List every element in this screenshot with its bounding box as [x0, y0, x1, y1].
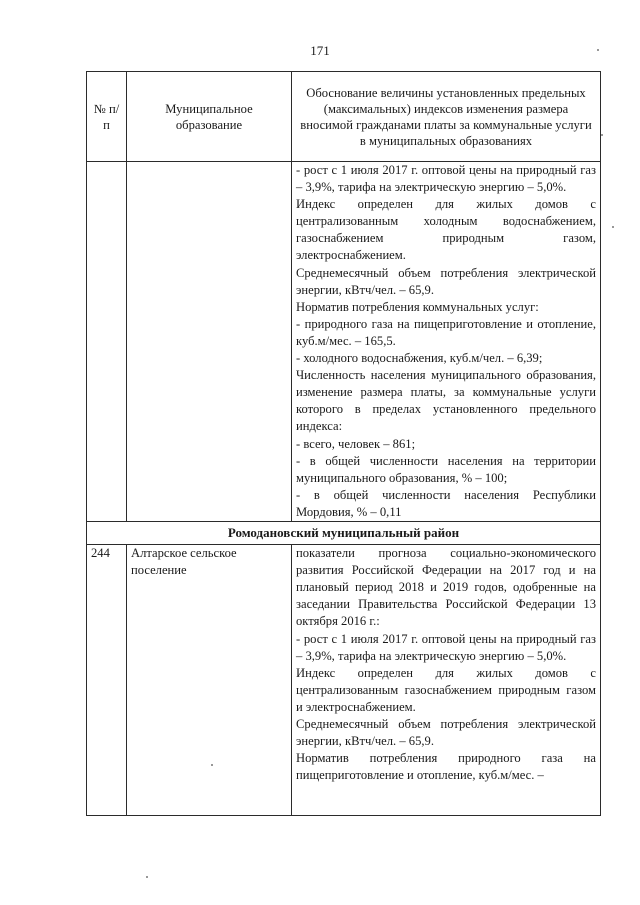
cell-number: 244	[87, 545, 127, 816]
cell-municipality	[127, 162, 292, 522]
justification-line: Численность населения муниципального образования, изменение размера платы, за коммунальные услуги которого в пределах установленного предельного индекса:	[296, 368, 596, 434]
table-row-244	[87, 545, 601, 816]
justification-line: - в общей численности населения Республики Мордовия, % – 0,11	[296, 487, 596, 519]
justification-line: - рост с 1 июля 2017 г. оптовой цены на природный газ – 3,9%, тарифа на электрическую энергию – 5,0%.	[296, 163, 596, 195]
header-municipality: Муниципальное образование	[127, 72, 292, 162]
justification-line: - холодного водоснабжения, куб.м/чел. – 6,39;	[296, 351, 543, 366]
justification-line: Индекс определен для жилых домов с централизованным газоснабжением природным газом и электроснабжением.	[296, 665, 596, 714]
header-justification: Обоснование величины установленных предельных (максимальных) индексов изменения размера вносимой гражданами платы за коммунальные услуги в муниципальных образованиях	[292, 72, 601, 162]
section-title: Ромодановский муниципальный район	[87, 521, 601, 544]
page-number: 171	[310, 43, 330, 58]
section-row	[87, 521, 601, 544]
cell-number	[87, 162, 127, 522]
justification-line: - в общей численности населения на территории муниципального образования, % – 100;	[296, 453, 596, 485]
table-header-row	[87, 72, 601, 162]
justification-line: Индекс определен для жилых домов с централизованным холодным водоснабжением, газоснабжением природным газом, электроснабжением.	[296, 197, 596, 263]
scan-speck	[601, 134, 603, 136]
cell-justification	[292, 162, 601, 522]
scan-speck	[211, 764, 213, 766]
indices-table	[86, 71, 601, 816]
justification-line: Среднемесячный объем потребления электрической энергии, кВтч/чел. – 65,9.	[296, 717, 596, 749]
scan-speck	[597, 49, 599, 51]
scan-speck	[612, 226, 614, 228]
justification-line: - всего, человек – 861;	[296, 436, 416, 451]
justification-line: - природного газа на пищеприготовление и отопление, куб.м/мес. – 165,5.	[296, 316, 596, 348]
justification-line: Норматив потребления природного газа на пищеприготовление и отопление, куб.м/мес. –	[296, 751, 596, 783]
cell-municipality: Алтарское сельское поселение	[127, 545, 292, 816]
header-number: № п/п	[87, 72, 127, 162]
justification-line: показатели прогноза социально-экономического развития Российской Федерации на 2017 год и на плановый период 2018 и 2019 годов, одобренные на заседании Правительства Российской Федерации 13 октября 2016 г.:	[296, 546, 596, 629]
justification-line: Норматив потребления коммунальных услуг:	[296, 299, 539, 314]
justification-line: Среднемесячный объем потребления электрической энергии, кВтч/чел. – 65,9.	[296, 265, 596, 297]
justification-line: - рост с 1 июля 2017 г. оптовой цены на природный газ – 3,9%, тарифа на электрическую энергию – 5,0%.	[296, 631, 596, 663]
table-row-continued	[87, 162, 601, 522]
scan-speck	[146, 876, 148, 878]
cell-justification	[292, 545, 601, 816]
